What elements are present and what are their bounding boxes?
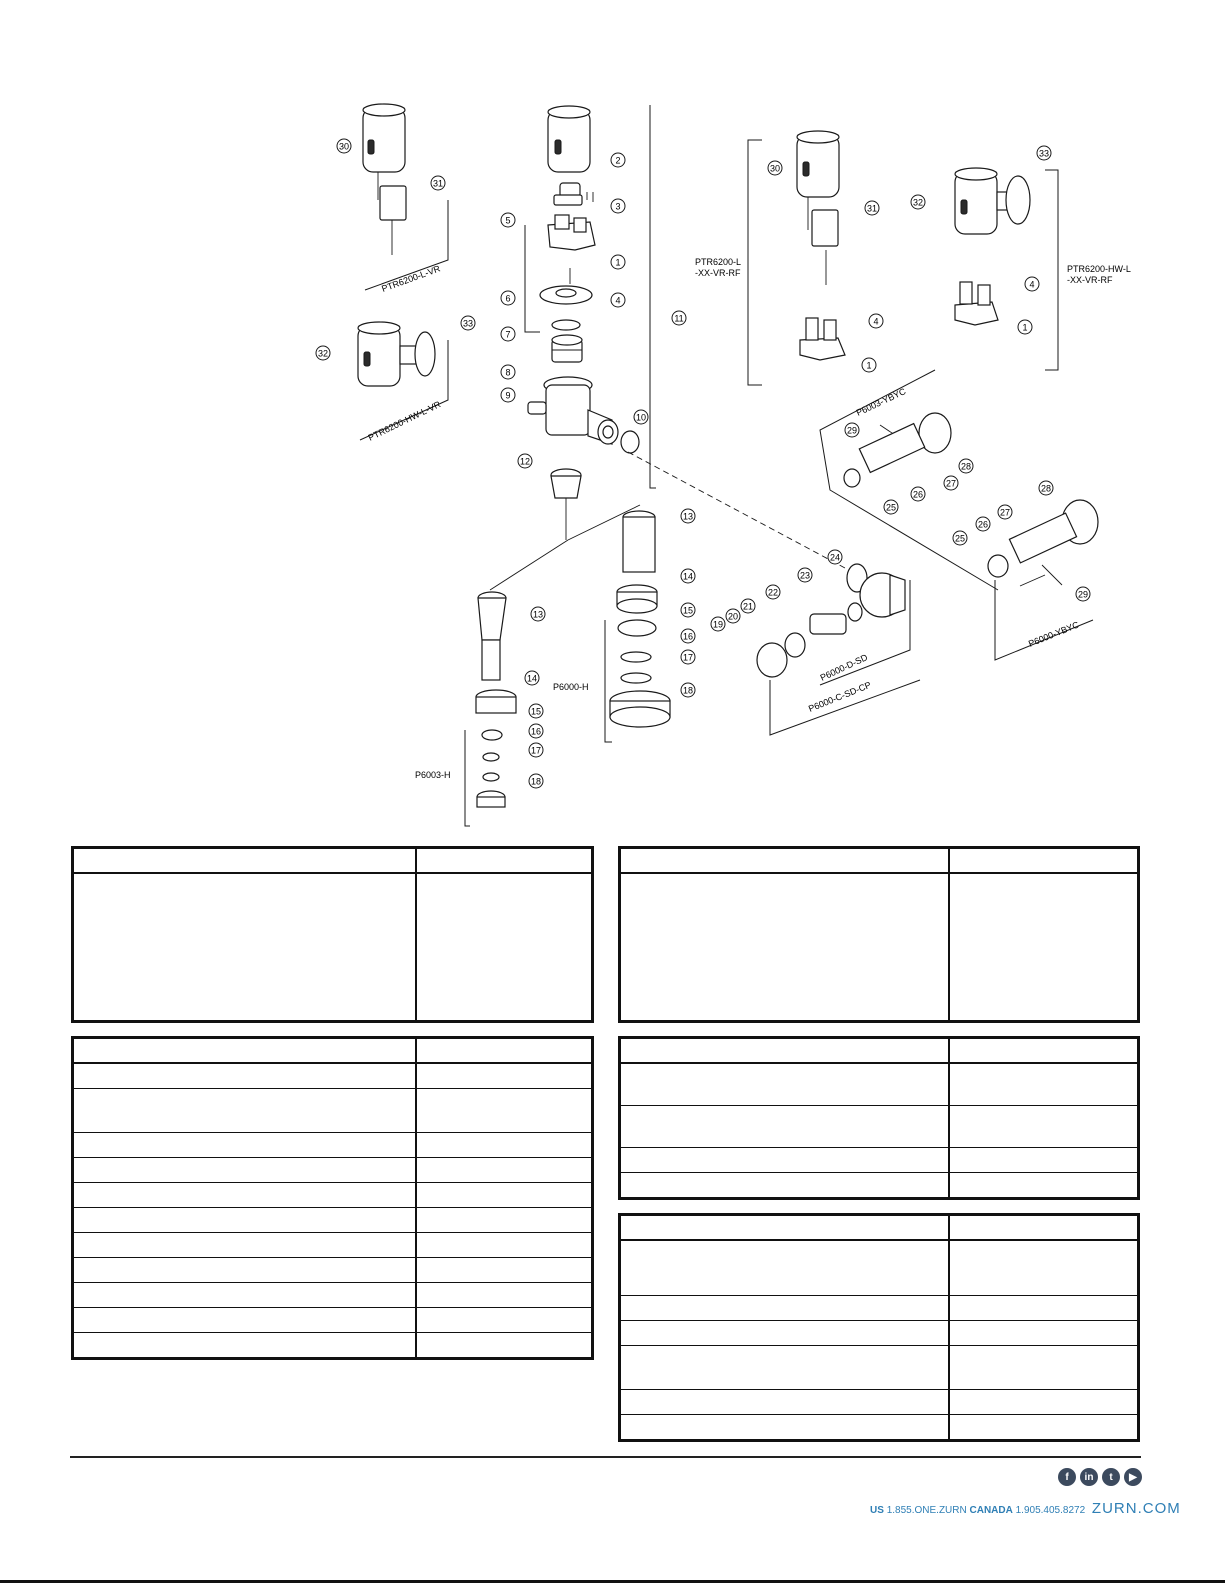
cell-description <box>621 1321 950 1345</box>
callout-32 <box>911 195 925 209</box>
footer-rule <box>70 1456 1141 1458</box>
callout-21 <box>741 599 755 613</box>
group-label-ptr6200-l-rf-2: -XX-VR-RF <box>695 268 741 278</box>
table-header-row <box>621 849 1137 874</box>
callout-3 <box>611 199 625 213</box>
table-row <box>621 1390 1137 1415</box>
svg-text:20: 20 <box>727 611 739 622</box>
svg-text:22: 22 <box>767 587 779 598</box>
sensor-cover-right-part <box>797 131 839 285</box>
callout-14 <box>525 671 539 685</box>
header-cell-part-number <box>950 1039 1137 1062</box>
header-cell-description <box>621 849 950 872</box>
cell-part-number <box>950 1346 1137 1389</box>
spud-flange-small-part <box>477 791 505 807</box>
table-row <box>74 1064 591 1089</box>
callout-13 <box>681 509 695 523</box>
header-cell-part-number <box>417 1039 591 1062</box>
svg-text:9: 9 <box>505 390 511 401</box>
table-row <box>621 1415 1137 1439</box>
callout-17 <box>681 650 695 664</box>
slip-ring-part <box>618 620 656 636</box>
svg-text:32: 32 <box>317 348 329 359</box>
callout-19 <box>711 617 725 631</box>
header-cell-description <box>621 1039 950 1062</box>
table-row <box>621 1241 1137 1296</box>
callout-10 <box>634 410 648 424</box>
solenoid-housing-hw-part <box>955 282 998 325</box>
cell-description <box>74 1208 417 1232</box>
svg-text:4: 4 <box>1029 279 1035 290</box>
callout-7 <box>501 327 515 341</box>
cell-description <box>621 1296 950 1320</box>
cell-description <box>621 1173 950 1197</box>
social-links <box>1058 1468 1142 1486</box>
svg-text:12: 12 <box>519 456 531 467</box>
group-label-p6003-h: P6003-H <box>415 770 451 780</box>
callout-28 <box>1039 481 1053 495</box>
table-row <box>621 1296 1137 1321</box>
cell-description <box>621 1241 950 1295</box>
svg-text:1: 1 <box>615 257 621 268</box>
svg-text:6: 6 <box>505 293 511 304</box>
cell-part-number <box>417 1308 591 1332</box>
bottom-rule <box>0 1580 1225 1583</box>
cell-description <box>621 1346 950 1389</box>
canada-phone: 1.905.405.8272 <box>1015 1505 1086 1516</box>
callout-31 <box>431 176 445 190</box>
cell-part-number <box>417 1133 591 1157</box>
header-cell-description <box>74 1039 417 1062</box>
svg-text:15: 15 <box>682 605 694 616</box>
vacuum-breaker-part <box>551 469 581 540</box>
svg-text:30: 30 <box>338 141 350 152</box>
svg-text:1: 1 <box>1022 322 1028 333</box>
callout-20 <box>726 609 740 623</box>
callout-14 <box>681 569 695 583</box>
svg-text:31: 31 <box>866 203 878 214</box>
table-row <box>621 1148 1137 1173</box>
tailpiece-part <box>623 511 655 572</box>
svg-text:24: 24 <box>829 552 841 563</box>
cell-part-number <box>950 874 1137 1020</box>
svg-text:26: 26 <box>977 519 989 530</box>
cell-part-number <box>417 1158 591 1182</box>
brand-link[interactable]: ZURN.COM <box>1091 1500 1181 1517</box>
svg-text:29: 29 <box>1077 589 1089 600</box>
gasket-part <box>552 320 580 330</box>
cell-part-number <box>950 1064 1137 1105</box>
solenoid-housing-part <box>548 215 595 250</box>
table-row <box>74 1333 591 1357</box>
callout-26 <box>911 487 925 501</box>
sensor-cover-left-part <box>363 104 406 255</box>
callout-13 <box>531 607 545 621</box>
group-label-p6000-ybyc: P6000-YBYC <box>1027 619 1081 649</box>
svg-text:13: 13 <box>682 511 694 522</box>
cell-part-number <box>950 1241 1137 1295</box>
callout-6 <box>501 291 515 305</box>
callout-32 <box>316 346 330 360</box>
svg-text:17: 17 <box>682 652 694 663</box>
table-row <box>74 1208 591 1233</box>
svg-text:28: 28 <box>960 461 972 472</box>
table-row <box>74 1258 591 1283</box>
cell-description <box>621 1390 950 1414</box>
callout-18 <box>681 683 695 697</box>
group-label-p6000-d-sd: P6000-D-SD <box>818 652 870 683</box>
callout-31 <box>865 201 879 215</box>
facebook-icon[interactable]: f <box>1058 1468 1076 1486</box>
table-row <box>74 1133 591 1158</box>
header-cell-part-number <box>417 849 591 872</box>
svg-text:3: 3 <box>615 201 621 212</box>
callout-27 <box>944 476 958 490</box>
table-row <box>74 1308 591 1333</box>
callout-26 <box>976 517 990 531</box>
table-row <box>621 1173 1137 1197</box>
slip-ring-small-part <box>482 730 502 740</box>
spud-nut-small-part <box>476 690 516 713</box>
callout-30 <box>768 161 782 175</box>
youtube-icon[interactable]: ▶ <box>1124 1468 1142 1486</box>
svg-text:30: 30 <box>769 163 781 174</box>
mounting-plate-part <box>540 286 592 304</box>
svg-text:16: 16 <box>682 631 694 642</box>
svg-text:1: 1 <box>866 360 872 371</box>
cell-part-number <box>417 1333 591 1357</box>
callout-24 <box>828 550 842 564</box>
cell-description <box>74 1308 417 1332</box>
callout-30 <box>337 139 351 153</box>
callout-29 <box>1076 587 1090 601</box>
cartridge-part <box>552 335 582 362</box>
coupling-part <box>621 431 639 453</box>
table-row <box>74 1233 591 1258</box>
svg-text:11: 11 <box>674 313 684 324</box>
table-row <box>621 1106 1137 1148</box>
header-cell-part-number <box>950 849 1137 872</box>
callout-18 <box>529 774 543 788</box>
svg-text:31: 31 <box>432 178 444 189</box>
spud-nut-part <box>617 585 657 613</box>
cell-description <box>74 874 417 1020</box>
cell-part-number <box>417 1089 591 1132</box>
us-phone: 1.855.ONE.ZURN <box>886 1505 967 1516</box>
svg-text:18: 18 <box>530 776 542 787</box>
svg-text:10: 10 <box>635 412 647 423</box>
parts-table-3 <box>71 1036 594 1360</box>
solenoid-housing-right-part <box>800 318 845 360</box>
header-cell-part-number <box>950 1216 1137 1239</box>
parts-table-2 <box>618 846 1140 1023</box>
cell-description <box>74 1133 417 1157</box>
svg-text:4: 4 <box>615 295 621 306</box>
cell-part-number <box>950 1173 1137 1197</box>
svg-text:5: 5 <box>505 215 511 226</box>
valve-body-part <box>544 377 618 444</box>
cell-description <box>621 874 950 1020</box>
svg-text:18: 18 <box>682 685 694 696</box>
svg-text:4: 4 <box>873 316 879 327</box>
cell-part-number <box>417 1258 591 1282</box>
twitter-icon[interactable]: t <box>1102 1468 1120 1486</box>
group-label-ptr6200-l-vr: PTR6200-L-VR <box>380 263 442 294</box>
svg-text:33: 33 <box>1038 148 1050 159</box>
parts-table-1 <box>71 846 594 1023</box>
header-cell-description <box>74 849 417 872</box>
svg-text:7: 7 <box>505 329 511 340</box>
tailpiece-long-part <box>478 592 506 680</box>
callout-8 <box>501 365 515 379</box>
callout-9 <box>501 388 515 402</box>
callout-12 <box>518 454 532 468</box>
parts-table-5 <box>618 1213 1140 1442</box>
cell-part-number <box>417 1208 591 1232</box>
table-row <box>74 1283 591 1308</box>
callout-4 <box>611 293 625 307</box>
table-row <box>74 1158 591 1183</box>
callout-29 <box>845 423 859 437</box>
group-label-ptr6200-hw-l-vr: PTR6200-HW-L-VR <box>366 399 443 443</box>
cell-part-number <box>417 1283 591 1307</box>
group-label-p6000-h: P6000-H <box>553 682 589 692</box>
table-row <box>621 1346 1137 1390</box>
callout-33 <box>461 316 475 330</box>
cell-description <box>74 1333 417 1357</box>
callout-25 <box>953 531 967 545</box>
svg-text:29: 29 <box>846 425 858 436</box>
cell-description <box>621 1064 950 1105</box>
cell-part-number <box>417 1233 591 1257</box>
cell-part-number <box>950 1106 1137 1147</box>
callout-4 <box>869 314 883 328</box>
callout-17 <box>529 743 543 757</box>
table-row <box>74 1089 591 1133</box>
washer-part-2 <box>621 673 651 683</box>
table-header-row <box>74 849 591 874</box>
cell-part-number <box>417 1064 591 1088</box>
group-label-ptr6200-hw-rf-1: PTR6200-HW-L <box>1067 264 1131 274</box>
cell-description <box>621 1415 950 1439</box>
callout-27 <box>998 505 1012 519</box>
table-header-row <box>621 1039 1137 1064</box>
wall-flange-part <box>844 413 951 487</box>
callout-25 <box>884 500 898 514</box>
cell-part-number <box>417 874 591 1020</box>
svg-text:21: 21 <box>742 601 754 612</box>
svg-text:32: 32 <box>912 197 924 208</box>
table-header-row <box>74 1039 591 1064</box>
table-row <box>621 874 1137 1020</box>
svg-text:25: 25 <box>954 533 966 544</box>
cell-part-number <box>417 1183 591 1207</box>
header-cell-description <box>621 1216 950 1239</box>
callout-1 <box>1018 320 1032 334</box>
cell-part-number <box>950 1321 1137 1345</box>
svg-text:2: 2 <box>615 155 621 166</box>
callout-16 <box>529 724 543 738</box>
callout-4 <box>1025 277 1039 291</box>
cell-description <box>74 1158 417 1182</box>
cell-description <box>74 1183 417 1207</box>
svg-text:27: 27 <box>999 507 1011 518</box>
cell-description <box>74 1064 417 1088</box>
table-row <box>74 874 591 1020</box>
callout-23 <box>798 568 812 582</box>
group-label-p6000-c-sd-cp: P6000-C-SD-CP <box>807 679 873 714</box>
table-row <box>74 1183 591 1208</box>
actuator-cap-part <box>554 183 593 205</box>
cell-part-number <box>950 1415 1137 1439</box>
callout-11 <box>672 311 686 325</box>
svg-text:33: 33 <box>462 318 474 329</box>
callout-16 <box>681 629 695 643</box>
cell-description <box>621 1148 950 1172</box>
cell-description <box>74 1089 417 1132</box>
washer-part <box>621 652 651 662</box>
parts-table-4 <box>618 1036 1140 1200</box>
canada-label: CANADA <box>969 1505 1013 1516</box>
cell-description <box>74 1258 417 1282</box>
us-label: US <box>870 1505 884 1516</box>
svg-text:27: 27 <box>945 478 957 489</box>
spud-flange-part <box>610 691 670 727</box>
cell-part-number <box>950 1148 1137 1172</box>
svg-text:17: 17 <box>530 745 542 756</box>
inlet-stop-part <box>528 402 546 414</box>
callout-5 <box>501 213 515 227</box>
table-header-row <box>621 1216 1137 1241</box>
svg-text:8: 8 <box>505 367 511 378</box>
svg-text:19: 19 <box>712 619 724 630</box>
contact-line <box>870 1500 1181 1517</box>
callout-33 <box>1037 146 1051 160</box>
svg-text:14: 14 <box>526 673 538 684</box>
svg-text:13: 13 <box>532 609 544 620</box>
linkedin-icon[interactable]: in <box>1080 1468 1098 1486</box>
cell-description <box>621 1106 950 1147</box>
washer-small-part-2 <box>483 773 499 781</box>
svg-text:16: 16 <box>530 726 542 737</box>
callout-1 <box>611 255 625 269</box>
svg-text:23: 23 <box>799 570 811 581</box>
table-row <box>621 1321 1137 1346</box>
svg-text:25: 25 <box>885 502 897 513</box>
cell-part-number <box>950 1390 1137 1414</box>
callout-15 <box>529 704 543 718</box>
svg-text:26: 26 <box>912 489 924 500</box>
svg-text:28: 28 <box>1040 483 1052 494</box>
cell-description <box>74 1283 417 1307</box>
callout-28 <box>959 459 973 473</box>
group-label-ptr6200-hw-rf-2: -XX-VR-RF <box>1067 275 1113 285</box>
callout-22 <box>766 585 780 599</box>
callout-15 <box>681 603 695 617</box>
table-row <box>621 1064 1137 1106</box>
callout-2 <box>611 153 625 167</box>
group-label-p6003-ybyc: P6003-YBYC <box>854 386 908 418</box>
cell-description <box>74 1233 417 1257</box>
svg-text:15: 15 <box>530 706 542 717</box>
wall-mount-sensor-right-part <box>955 168 1030 234</box>
wall-mount-sensor-left-part <box>358 322 435 386</box>
cell-part-number <box>950 1296 1137 1320</box>
sensor-cover-part <box>548 106 590 172</box>
washer-small-part <box>483 753 499 761</box>
group-label-ptr6200-l-rf-1: PTR6200-L <box>695 257 742 267</box>
svg-text:14: 14 <box>682 571 694 582</box>
callout-1 <box>862 358 876 372</box>
